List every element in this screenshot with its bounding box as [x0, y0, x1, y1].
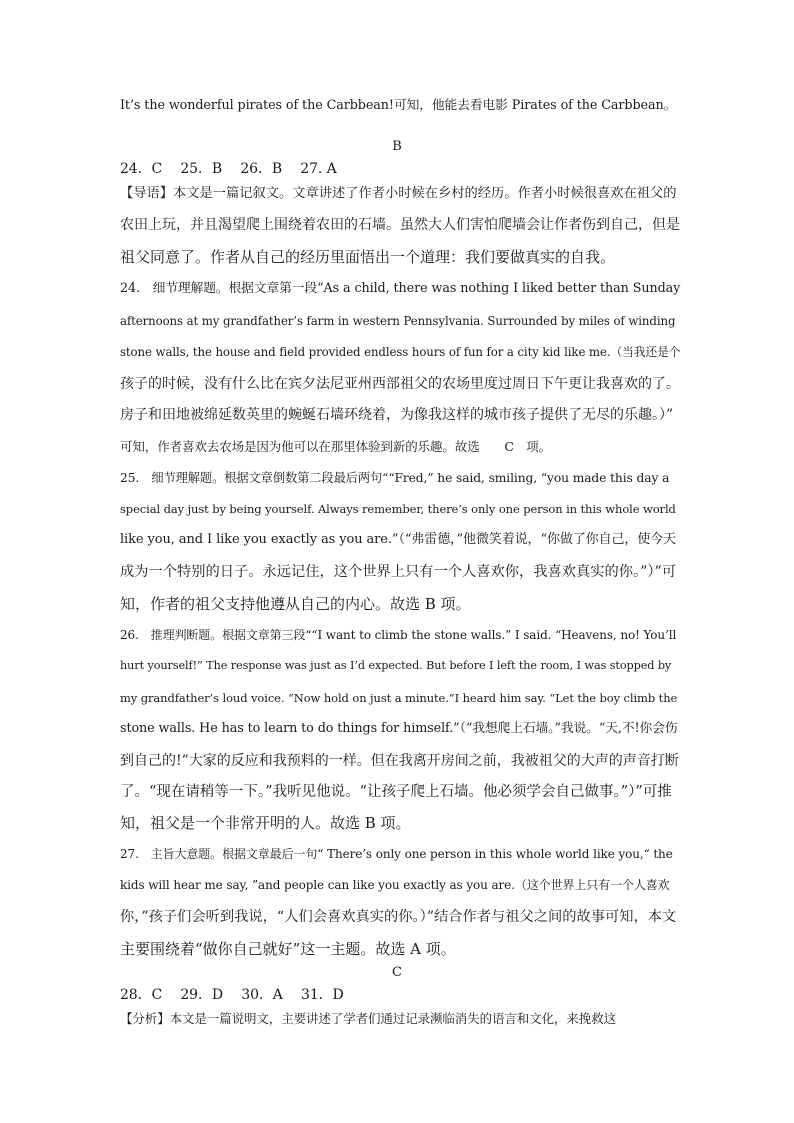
text-line: stone walls, the house and field provided endless hours of fun for a city kid like me.（当我还是个 — [120, 345, 681, 359]
text-line: 知，作者的祖父支持他遵从自己的内心。故选 B 项。 — [120, 595, 471, 613]
text-line: 可知，作者喜欢去农场是因为他可以在那里体验到新的乐趣。故选 C 项。 — [120, 439, 552, 454]
text-line: It’s the wonderful pirates of the Carbbean!可知，他能去看电影 Pirates of the Carbbean。 — [120, 98, 677, 113]
text-line: stone walls. He has to learn to do things for himself.”（“我想爬上石墙。”我说。“天,不!你会伤 — [120, 721, 678, 736]
text-line: 农田上玩，并且渴望爬上围绕着农田的石墙。虽然大人们害怕爬墙会让作者伤到自己，但是 — [120, 217, 680, 233]
answer-key: 28．C 29．D 30．A 31．D — [120, 987, 344, 1003]
section-label: C — [392, 965, 402, 980]
text-line: 成为一个特别的日子。永远记住，这个世界上只有一个人喜欢你，我喜欢真实的你。”）”可 — [120, 564, 677, 580]
text-line: 27. 主旨大意题。根据文章最后一句“ There’s only one person in this whole world like you,“ the — [120, 847, 673, 861]
text-line: hurt yourself!” The response was just as I’d expected. But before I left the room, I was stopped by — [120, 659, 672, 672]
text-line: like you, and I like you exactly as you are.”（“弗雷德，”他微笑着说，“你做了你自己，使今天 — [120, 532, 676, 547]
text-line: 主要围绕着“做你自己就好”这一主题。故选 A 项。 — [120, 940, 456, 958]
text-line: 25. 细节理解题。根据文章倒数第二段最后两句““Fred,” he said, smiling, “you made this day a — [120, 471, 670, 485]
text-line: special day just by being yourself. Always remember, there’s only one person in this whole world — [120, 502, 676, 516]
answer-key: 24．C 25．B 26．B 27. A — [120, 161, 337, 177]
text-line: 到自己的!”大家的反应和我预料的一样。但在我离开房间之前，我被祖父的大声的声音打断 — [120, 753, 679, 769]
text-line: 祖父同意了。作者从自己的经历里面悟出一个道理：我们要做真实的自我。 — [120, 248, 616, 266]
text-line: 知，祖父是一个非常开明的人。故选 B 项。 — [120, 814, 411, 832]
text-line: 26. 推理判断题。根据文章第三段““I want to climb the stone walls.” I said. “Heavens, no! You’ll — [120, 628, 677, 642]
section-label: B — [392, 139, 402, 154]
text-line: 孩子的时候，没有什么比在宾夕法尼亚州西部祖父的农场里度过周日下午更让我喜欢的了。 — [120, 376, 680, 392]
text-line: 【分析】本文是一篇说明文，主要讲述了学者们通过记录濒临消失的语言和文化，来挽救这 — [120, 1011, 617, 1026]
text-line: 你，”孩子们会听到我说，“人们会喜欢真实的你。）”结合作者与祖父之间的故事可知，本文 — [120, 909, 677, 925]
text-line: 24. 细节理解题。根据文章第一段“As a child, there was nothing I liked better than Sunday — [120, 281, 681, 296]
text-line: 房子和田地被绵延数英里的蜿蜒石墙环绕着，为像我这样的城市孩子提供了无尽的乐趣。）” — [120, 407, 674, 423]
text-line: 【导语】本文是一篇记叙文。文章讲述了作者小时候在乡村的经历。作者小时候很喜欢在祖父的 — [120, 186, 677, 201]
text-line: my grandfather’s loud voice. “Now hold on just a minute.”I heard him say. “Let the boy climb the — [120, 691, 678, 705]
text-line: kids will hear me say, ”and people can like you exactly as you are.（这个世界上只有一个人喜欢 — [120, 878, 670, 892]
text-line: 了。“现在请稍等一下。”我听见他说。“让孩子爬上石墙。他必须学会自己做事。”）”可推 — [120, 784, 672, 800]
text-line: afternoons at my grandfather’s farm in western Pennsylvania. Surrounded by miles of winding — [120, 314, 676, 328]
